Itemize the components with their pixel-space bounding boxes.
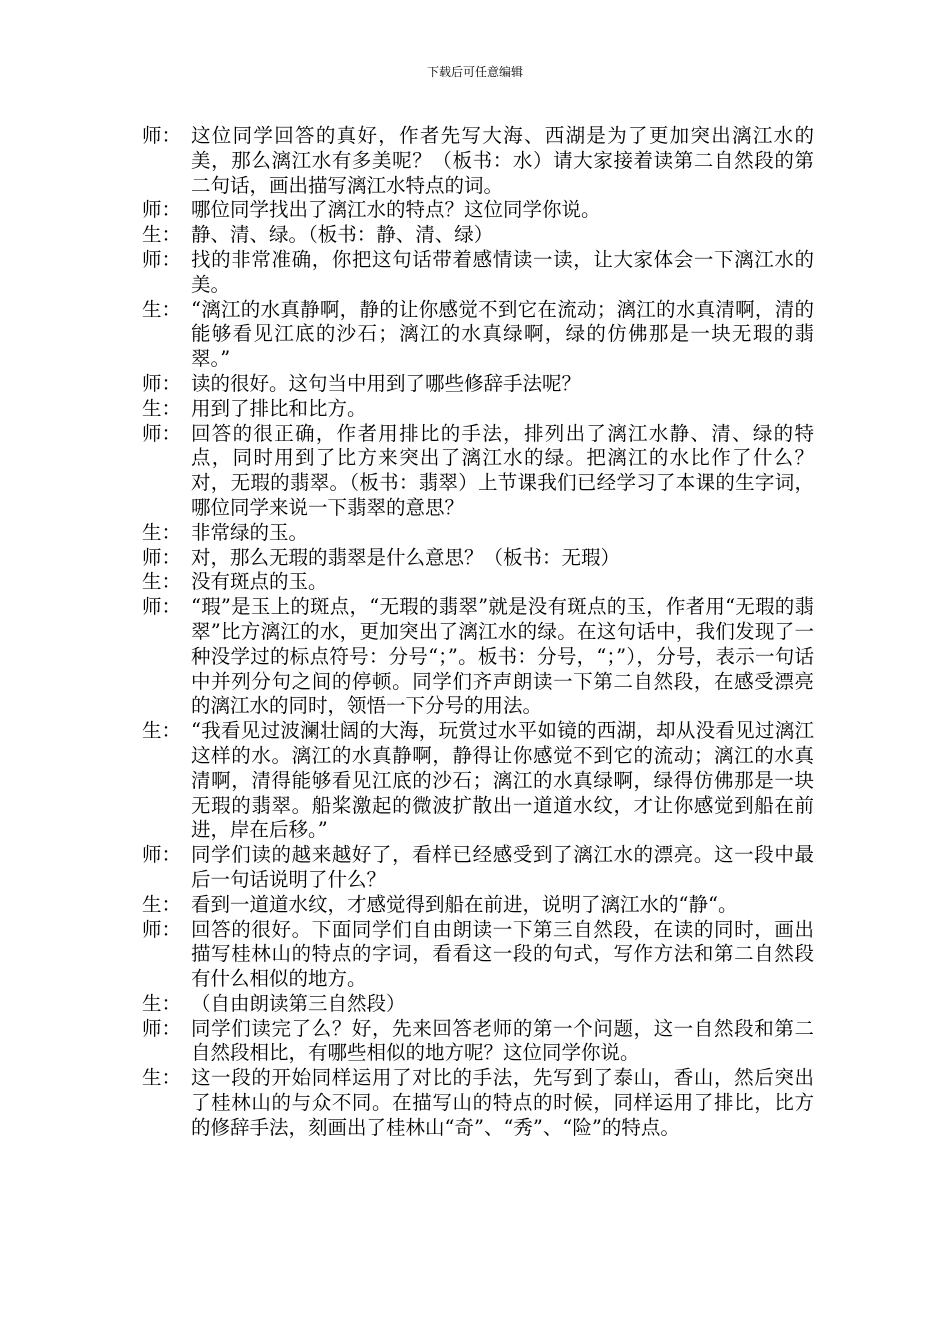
speech-text: 读的很好。这句当中用到了哪些修辞手法呢？ [191,371,582,395]
speech-text: 对，那么无瑕的翡翠是什么意思？（板书：无瑕） [191,545,621,569]
speech-text: “我看见过波澜壮阔的大海，玩赏过水平如镜的西湖，却从没看见过漓江这样的水。漓江的水真静啊，静得让你感觉不到它的流动；漓江的水真清啊，清得能够看见江底的沙石；漓江的水真绿啊，绿得仿佛那是一块无瑕的翡翠。船桨激起的微波扩散出一道道水纹，才让你感觉到船在前进，岸在后移。” [191,719,814,842]
speech-text: 没有斑点的玉。 [191,570,328,594]
speaker-label: 师： [142,843,182,867]
dialogue-content [142,124,814,1141]
speaker-label: 生： [142,1066,182,1090]
speaker-label: 师： [142,124,182,147]
speaker-label: 生： [142,297,182,321]
speech-text: 同学们读的越来越好了，看样已经感受到了漓江水的漂亮。这一段中最后一句话说明了什么？ [191,843,814,891]
speech-text: 同学们读完了么？好，先来回答老师的第一个问题，这一自然段和第二自然段相比，有哪些相似的地方呢？这位同学你说。 [191,1016,814,1065]
speaker-label: 生： [142,520,182,544]
dialogue-entry [142,372,814,397]
dialogue-entry [142,198,814,223]
speaker-label: 师： [142,247,182,271]
speech-text: （自由朗读第三自然段） [191,991,406,1015]
speech-text: 这一段的开始同样运用了对比的手法，先写到了泰山，香山，然后突出了桂林山的与众不同。在描写山的特点的时候，同样运用了排比，比方的修辞手法，刻画出了桂林山“奇”、“秀”、“险”的特点。 [191,1066,814,1139]
dialogue-entry [142,248,814,298]
dialogue-entry [142,298,814,372]
dialogue-entry [142,521,814,546]
dialogue-entry [142,546,814,571]
dialogue-entry [142,843,814,893]
speaker-label: 师： [142,917,182,941]
speech-text: 看到一道道水纹，才感觉得到船在前进，说明了漓江水的“静“。 [191,892,738,916]
dialogue-entry [142,570,814,595]
speaker-label: 师： [142,421,182,445]
dialogue-entry [142,223,814,248]
dialogue-entry [142,124,814,198]
speaker-label: 生： [142,892,182,916]
dialogue-entry [142,1066,814,1140]
speaker-label: 师： [142,1016,182,1040]
dialogue-entry [142,422,814,521]
speech-text: 找的非常准确，你把这句话带着感情读一读，让大家体会一下漓江水的美。 [191,247,814,296]
speaker-label: 师： [142,595,182,619]
speech-text: “瑕”是玉上的斑点，“无瑕的翡翠”就是没有斑点的玉，作者用“无瑕的翡翠”比方漓江的水，更加突出了漓江水的绿。在这句话中，我们发现了一种没学过的标点符号：分号“；”。板书：分号，“；”），分号，表示一句话中并列分句之间的停顿。同学们齐声朗读一下第二自然段，在感受漂亮的漓江水的同时，领悟一下分号的用法。 [191,595,814,718]
speech-text: 哪位同学找出了漓江水的特点？这位同学你说。 [191,198,601,222]
speaker-label: 生： [142,719,182,743]
speech-text: 用到了排比和比方。 [191,396,367,420]
speech-text: 回答的很正确，作者用排比的手法，排列出了漓江水静、清、绿的特点，同时用到了比方来突出了漓江水的绿。把漓江的水比作了什么？对，无瑕的翡翠。（板书：翡翠）上节课我们已经学习了本课的生字词，哪位同学来说一下翡翠的意思？ [191,421,814,519]
speaker-label: 师： [142,371,182,395]
speaker-label: 生： [142,991,182,1015]
speaker-label: 生： [142,570,182,594]
speech-text: “漓江的水真静啊，静的让你感觉不到它在流动；漓江的水真清啊，清的能够看见江底的沙石；漓江的水真绿啊，绿的仿佛那是一块无瑕的翡翠。” [191,297,814,371]
dialogue-entry [142,397,814,422]
speaker-label: 生： [142,396,182,420]
speech-text: 回答的很好。下面同学们自由朗读一下第三自然段，在读的同时，画出描写桂林山的特点的字词，看看这一段的句式，写作方法和第二自然段有什么相似的地方。 [191,917,814,991]
speech-text: 这位同学回答的真好，作者先写大海、西湖是为了更加突出漓江水的美，那么漓江水有多美呢？（板书：水）请大家接着读第二自然段的第二句话，画出描写漓江水特点的词。 [191,124,814,197]
speaker-label: 师： [142,545,182,569]
dialogue-entry [142,1017,814,1067]
speaker-label: 师： [142,198,182,222]
dialogue-entry [142,595,814,719]
speaker-label: 生： [142,223,182,247]
dialogue-entry [142,992,814,1017]
page-header: 下载后可任意编辑 [426,65,523,79]
speech-text: 非常绿的玉。 [191,520,309,544]
dialogue-entry [142,719,814,843]
dialogue-entry [142,893,814,918]
speech-text: 静、清、绿。（板书：静、清、绿） [191,223,494,247]
dialogue-entry [142,918,814,992]
